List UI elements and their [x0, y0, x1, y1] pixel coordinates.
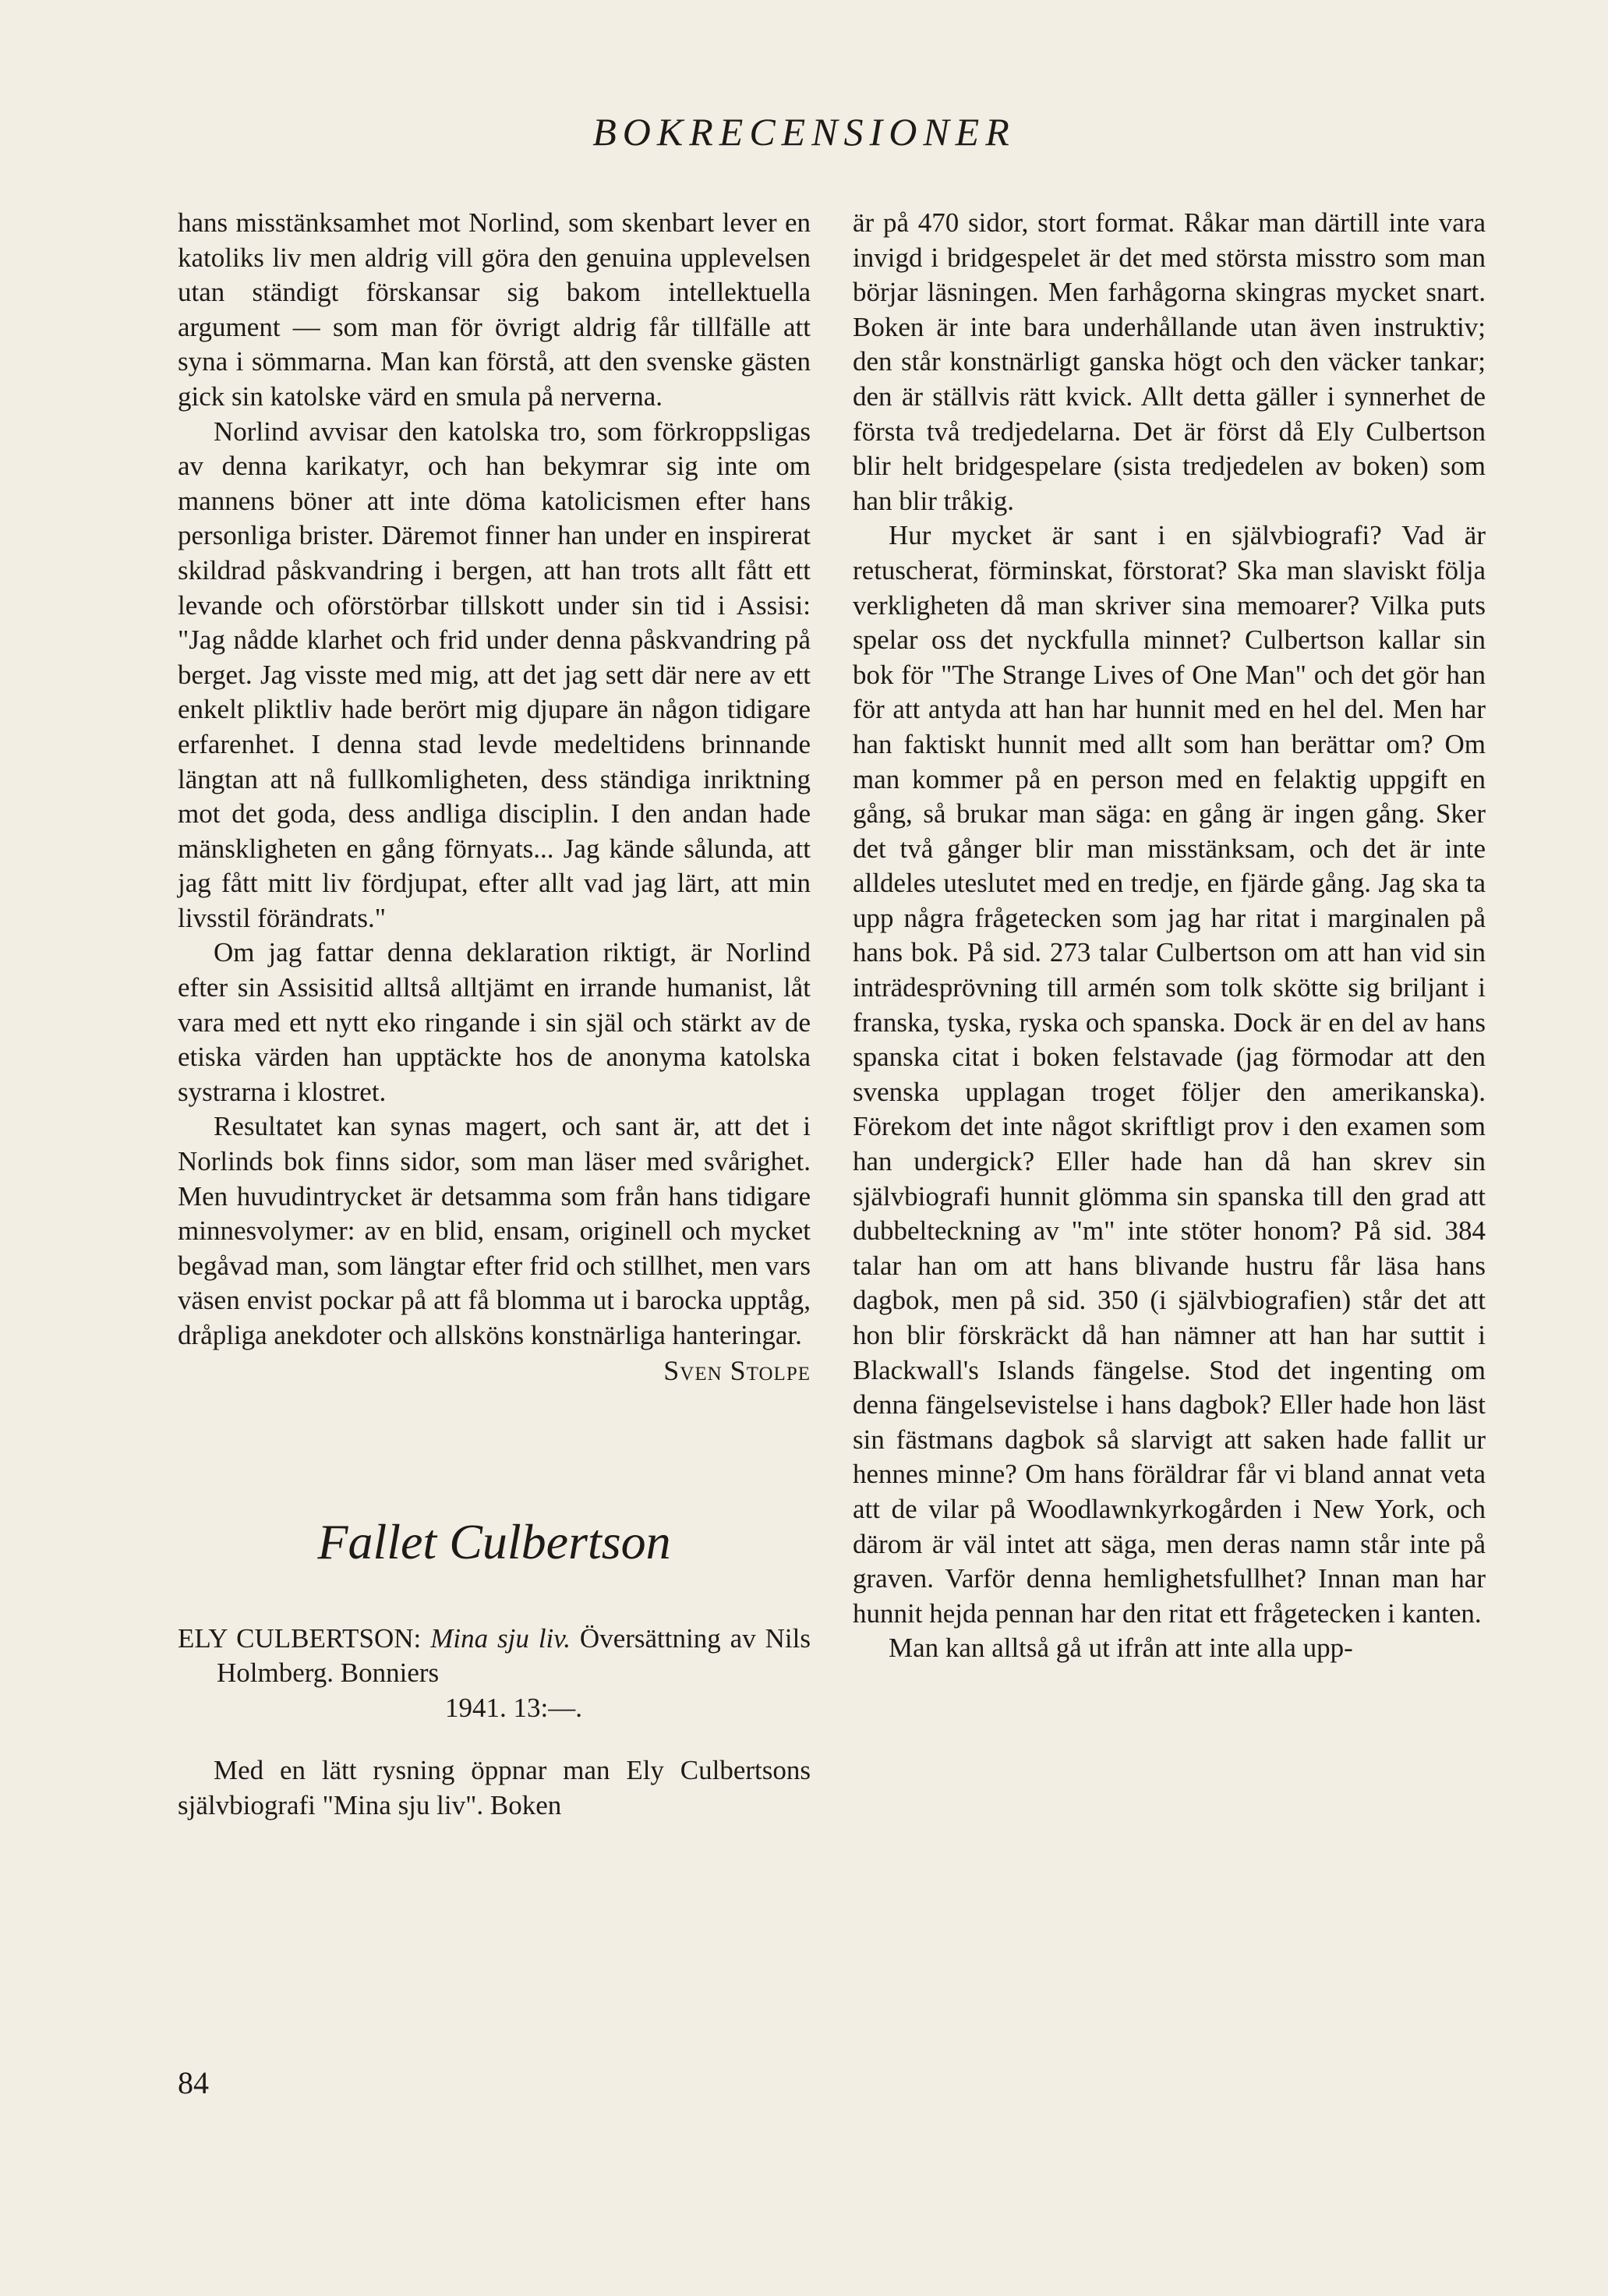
paragraph: Norlind avvisar den katolska tro, som förkroppsligas av denna karikatyr, och han bekymrar sig inte om mannens böner att inte döma katolicismen efter hans personliga brister. Däremot finner han under en inspirerat skildrad påskvandring i bergen, att han trots allt fått ett levande och oförstörbar tillskott under sin tid i Assisi: "Jag nådde klarhet och frid under denna påskvandring på berget. Jag visste med mig, att det jag sett där nere av ett enkelt pliktliv hade berört mig djupare än någon tidigare erfarenhet. I denna stad levde medeltidens brinnande längtan att nå fullkomligheten, dess ständiga inriktning mot det goda, dess andliga disciplin. I den andan hade mänskligheten en gång förnyats... Jag kände sålunda, att jag fått mitt liv fördjupat, efter allt vad jag lärt, att min livsstil förändrats.": [178, 416, 811, 933]
book-details: Översättning av Nils Holmberg. Bonniers: [217, 1622, 811, 1689]
reviewer-signature: Sven Stolpe: [663, 1354, 811, 1386]
paragraph: är på 470 sidor, stort format. Råkar man därtill inte vara invigd i bridgespelet är det med största misstro som man börjar läsningen. Men farhågorna skingras mycket snart. Boken är inte bara underhållande utan även instruktiv; den står konstnärligt ganska högt och den väcker tankar; den är ställvis rätt kvick. Allt detta gäller i synnerhet de första två tredjedelarna. Det är först då Ely Culbertson blir helt bridgespelare (sista tredjedelen av boken) som han blir tråkig.: [853, 207, 1486, 516]
page-number: 84: [178, 2065, 209, 2100]
paragraph: Med en lätt rysning öppnar man Ely Culbertsons självbiografi "Mina sju liv". Boken: [178, 1755, 811, 1820]
article-title: Fallet Culbertson: [317, 1513, 671, 1569]
paragraph: hans misstänksamhet mot Norlind, som skenbart lever en katoliks liv men aldrig vill göra den genuina upplevelsen utan ständigt förskansar sig bakom intellektuella argument — som man för övrigt aldrig får tillfälle att syna i sömmarna. Man kan förstå, att den svenske gästen gick sin katolske värd en smula på nerverna.: [178, 207, 811, 412]
paragraph: Resultatet kan synas magert, och sant är, att det i Norlinds bok finns sidor, som man läser med svårighet. Men huvudintrycket är detsamma som från hans tidigare minnesvolymer: av en blid, ensam, originell och mycket begåvad man, som längtar efter frid och stillhet, men vars väsen envist pockar på att få blomma ut i barocka upptåg, dråpliga anekdoter och allsköns konstnärliga hanteringar.: [178, 1111, 811, 1350]
paragraph: Man kan alltså gå ut ifrån att inte alla upp-: [889, 1633, 1353, 1664]
book-citation: [178, 1622, 811, 1726]
running-header: BOKRECENSIONER: [592, 110, 1016, 154]
paragraph: Hur mycket är sant i en självbiografi? Vad är retuscherat, förminskat, förstorat? Ska man slaviskt följa verkligheten då man skriver sina memoarer? Vilka puts spelar oss det nyckfulla minnet? Culbertson kallar sin bok för "The Strange Lives of One Man" och det gör han för att antyda att han har hunnit med en hel del. Men har han faktiskt hunnit med allt som han berättar om? Om man kommer på en person med en felaktig uppgift en gång, så brukar man säga: en gång är ingen gång. Sker det två gånger blir man misstänksam, och det är inte alldeles uteslutet med en tredje, en fjärde gång. Jag ska ta upp några frågetecken som jag har ritat i marginalen på hans bok. På sid. 273 talar Culbertson om att han vid sin inträdesprövning till armén som tolk skötte sig briljant i franska, tyska, ryska och spanska. Dock är en del av hans spanska citat i boken felstavade (jag förmodar att den svenska upplagan troget följer den amerikanska). Förekom det inte något skriftligt prov i den examen som han undergick? Eller hade han då han skrev sin självbiografi hunnit glömma sin spanska till den grad att dubbelteckning av "m" inte stöter honom? På sid. 384 talar han om att hans blivande hustru får läsa hans dagbok, men på sid. 350 (i självbiografien) står det att hon blir förskräckt då han nämner att han har suttit i Blackwall's Islands fängelse. Stod det ingenting om denna fängelsevistelse i hans dagbok? Eller hade hon läst sin fästmans dagbok så slarvigt att saken hade fallit ur hennes minne? Om hans föräldrar får vi bland annat veta att de vilar på Woodlawnkyrkogården i New York, och därom är väl intet att säga, men deras namn står inte på graven. Varför denna hemlighetsfullhet? Innan man har hunnit hejda pennan har den ritat ett frågetecken i kanten.: [853, 520, 1486, 1629]
right-column: [853, 206, 1486, 1666]
book-author: ELY CULBERTSON:: [178, 1622, 431, 1654]
book-year-price: 1941. 13:—.: [445, 1692, 582, 1723]
book-title: Mina sju liv.: [430, 1622, 571, 1654]
paragraph: Om jag fattar denna deklaration riktigt, är Norlind efter sin Assisitid alltså alltjämt en irrande humanist, låt vara med ett nytt eko ringande i sin själ och stärkt av de etiska värden han upptäckte hos de anonyma katolska systrarna i klostret.: [178, 937, 811, 1107]
left-column: [178, 206, 811, 1824]
